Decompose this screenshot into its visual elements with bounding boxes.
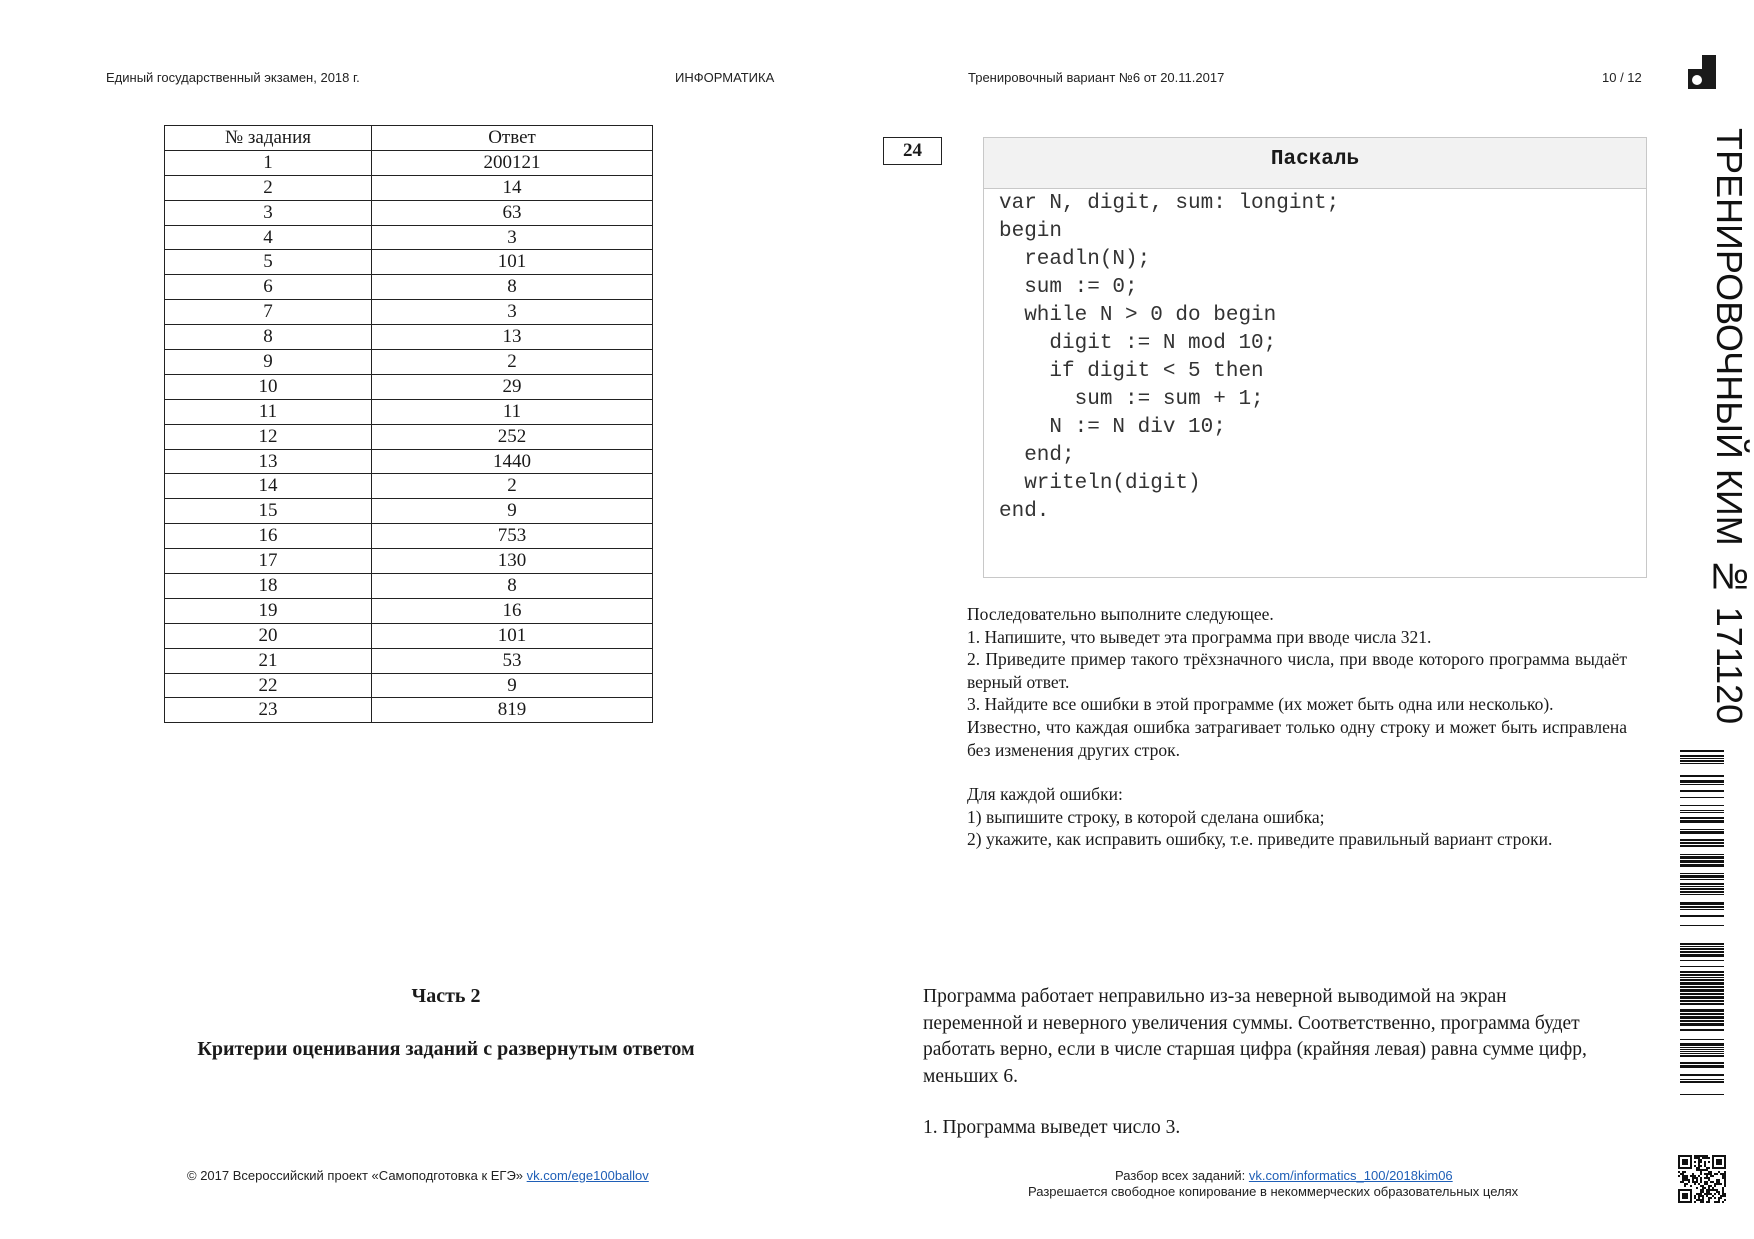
task-number-cell: 2 [165, 175, 372, 200]
answer-explanation: Программа работает неправильно из-за неверной выводимой на экран переменной и неверного увеличения суммы. Соответственно, программа будет работать верно, если в числе старшая цифра (крайняя левая) равна сумме цифр, меньших 6. [923, 986, 1587, 1087]
code-line: if digit < 5 then [999, 360, 1264, 383]
vertical-kim-title: ТРЕНИРОВОЧНЫЙ КИМ № 171120 [1709, 128, 1750, 725]
footer-copyright [187, 1168, 649, 1183]
task-number-cell: 14 [165, 474, 372, 499]
footer-solutions [1115, 1168, 1453, 1183]
answers-table [164, 125, 653, 723]
task-number-cell: 15 [165, 499, 372, 524]
table-row [165, 350, 653, 375]
code-line: writeln(digit) [999, 472, 1201, 495]
part-subtitle: Критерии оценивания заданий с развернутым ответом [197, 1038, 695, 1060]
footer-solutions-text: Разбор всех заданий: [1115, 1168, 1249, 1183]
instruction-line: 2. Приведите пример такого трёхзначного числа, при вводе которого программа выдаёт верный ответ. [967, 649, 1627, 692]
answer-cell: 53 [372, 648, 653, 673]
task-number-cell: 7 [165, 300, 372, 325]
answer-cell: 200121 [372, 150, 653, 175]
answer-cell: 3 [372, 300, 653, 325]
instruction-line: 3. Найдите все ошибки в этой программе (их может быть одна или несколько). [967, 694, 1554, 715]
answer-cell: 3 [372, 225, 653, 250]
code-box [983, 137, 1647, 578]
table-row [165, 374, 653, 399]
instruction-line: Последовательно выполните следующее. [967, 604, 1274, 624]
code-listing [999, 190, 1339, 526]
answer-cell: 11 [372, 399, 653, 424]
table-row [165, 549, 653, 574]
task-number-cell: 22 [165, 673, 372, 698]
error-instruction-line: 1) выпишите строку, в которой сделана ошибка; [967, 806, 1325, 827]
code-line: N := N div 10; [999, 416, 1226, 439]
table-row [165, 673, 653, 698]
header-exam-title: Единый государственный экзамен, 2018 г. [106, 70, 360, 85]
answer-cell: 130 [372, 549, 653, 574]
table-row [165, 574, 653, 599]
task-number-cell: 6 [165, 275, 372, 300]
answer-cell: 252 [372, 424, 653, 449]
answer-item-1: 1. Программа выведет число 3. [923, 1117, 1181, 1138]
answer-cell: 29 [372, 374, 653, 399]
footer-license: Разрешается свободное копирование в некоммерческих образовательных целях [1028, 1184, 1519, 1199]
task-number-cell: 12 [165, 424, 372, 449]
column-header-answer: Ответ [372, 126, 653, 151]
table-row [165, 150, 653, 175]
table-header-row [165, 126, 653, 151]
page-number: 10 / 12 [1602, 70, 1642, 85]
task-number-cell: 4 [165, 225, 372, 250]
table-row [165, 225, 653, 250]
code-line: digit := N mod 10; [999, 332, 1277, 355]
task-number-cell: 21 [165, 648, 372, 673]
table-row [165, 648, 653, 673]
task-number-cell: 9 [165, 350, 372, 375]
answer-cell: 101 [372, 623, 653, 648]
task-number-cell: 20 [165, 623, 372, 648]
instruction-line: 1. Напишите, что выведет эта программа при вводе числа 321. [967, 626, 1432, 647]
code-line: var N, digit, sum: longint; [999, 192, 1340, 215]
footer-project-link[interactable]: vk.com/ege100ballov [526, 1168, 649, 1183]
task-number-cell: 8 [165, 325, 372, 350]
code-line: sum := 0; [999, 276, 1138, 299]
code-line: readln(N); [999, 248, 1151, 271]
column-header-task: № задания [165, 126, 372, 151]
answer-cell: 753 [372, 524, 653, 549]
task-number-cell: 19 [165, 598, 372, 623]
answer-cell: 13 [372, 325, 653, 350]
task-number-cell: 18 [165, 574, 372, 599]
task-number-cell: 1 [165, 150, 372, 175]
part-title: Часть 2 [411, 985, 481, 1007]
table-row [165, 474, 653, 499]
header-subject: ИНФОРМАТИКА [675, 70, 775, 85]
footer-copyright-text: © 2017 Всероссийский проект «Самоподготовка к ЕГЭ» [187, 1168, 527, 1183]
spacer [967, 761, 1627, 783]
table-row [165, 499, 653, 524]
header-variant: Тренировочный вариант №6 от 20.11.2017 [968, 70, 1225, 85]
answer-cell: 8 [372, 275, 653, 300]
table-row [165, 623, 653, 648]
code-line: begin [999, 220, 1063, 243]
table-row [165, 698, 653, 723]
error-instruction-line: Для каждой ошибки: [967, 784, 1123, 805]
table-row [165, 175, 653, 200]
code-language-header: Паскаль [984, 138, 1646, 189]
answer-cell: 9 [372, 673, 653, 698]
task-number-cell: 17 [165, 549, 372, 574]
footer-solutions-link[interactable]: vk.com/informatics_100/2018kim06 [1248, 1168, 1453, 1183]
answer-cell: 63 [372, 200, 653, 225]
qr-code-icon [1678, 1155, 1726, 1203]
instruction-line: Известно, что каждая ошибка затрагивает только одну строку и может быть исправлена без изменения других строк. [967, 716, 1627, 760]
table-row [165, 424, 653, 449]
logo-icon [1688, 55, 1716, 89]
code-line: end; [999, 444, 1075, 467]
table-row [165, 598, 653, 623]
task-number-box: 24 [883, 137, 942, 165]
barcode-icon [1680, 750, 1724, 1102]
task-number-cell: 16 [165, 524, 372, 549]
table-row [165, 524, 653, 549]
code-line: while N > 0 do begin [999, 304, 1277, 327]
table-row [165, 250, 653, 275]
answer-cell: 1440 [372, 449, 653, 474]
task-number-cell: 23 [165, 698, 372, 723]
task-number-cell: 11 [165, 399, 372, 424]
table-row [165, 275, 653, 300]
answer-cell: 2 [372, 350, 653, 375]
answers-table-body [165, 150, 653, 722]
table-row [165, 449, 653, 474]
code-line: end. [999, 500, 1050, 523]
answer-cell: 8 [372, 574, 653, 599]
table-row [165, 399, 653, 424]
table-row [165, 325, 653, 350]
task-number-cell: 3 [165, 200, 372, 225]
answer-cell: 819 [372, 698, 653, 723]
error-instruction-line: 2) укажите, как исправить ошибку, т.е. приведите правильный вариант строки. [967, 829, 1553, 850]
answer-cell: 14 [372, 175, 653, 200]
answer-cell: 2 [372, 474, 653, 499]
task-number-cell: 13 [165, 449, 372, 474]
code-line: sum := sum + 1; [999, 388, 1264, 411]
answer-cell: 9 [372, 499, 653, 524]
answer-cell: 16 [372, 598, 653, 623]
task-number-cell: 10 [165, 374, 372, 399]
task-number-cell: 5 [165, 250, 372, 275]
answer-cell: 101 [372, 250, 653, 275]
table-row [165, 200, 653, 225]
task-instructions [967, 603, 1627, 851]
table-row [165, 300, 653, 325]
